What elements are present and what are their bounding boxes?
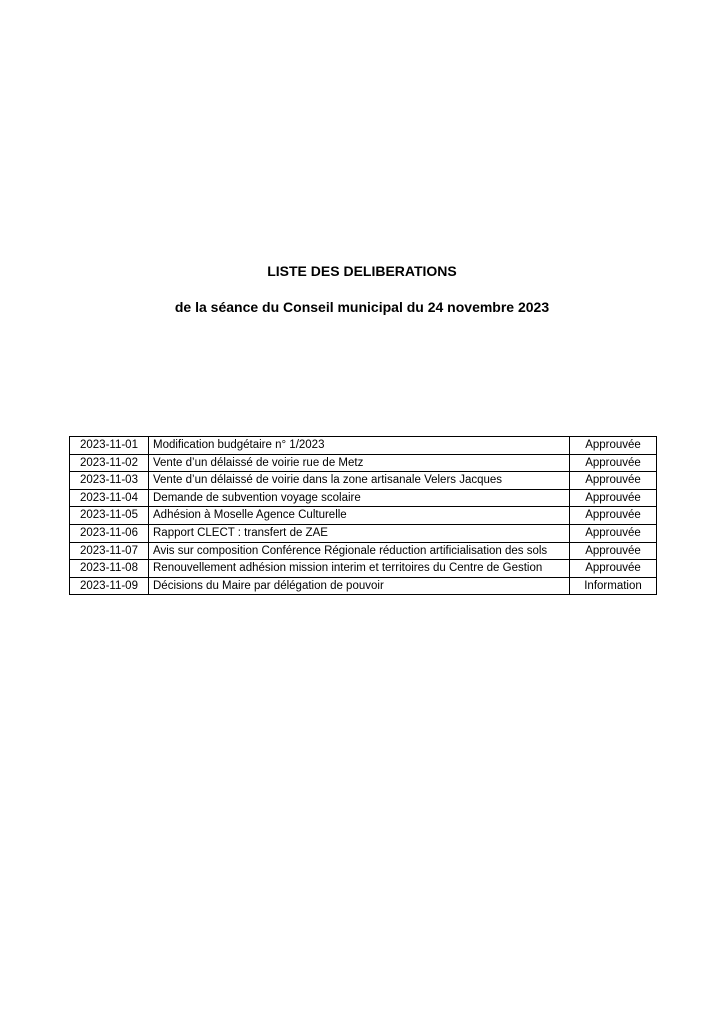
table-row — [70, 507, 657, 525]
table-row — [70, 437, 657, 455]
deliberation-subject: Demande de subvention voyage scolaire — [149, 489, 570, 507]
deliberation-result: Approuvée — [570, 472, 657, 490]
deliberations-table — [69, 436, 657, 595]
deliberation-result: Approuvée — [570, 454, 657, 472]
deliberation-result: Approuvée — [570, 542, 657, 560]
table-row — [70, 560, 657, 578]
table-row — [70, 454, 657, 472]
document-title: LISTE DES DELIBERATIONS — [267, 263, 457, 279]
deliberation-number: 2023-11-02 — [70, 454, 149, 472]
deliberation-number: 2023-11-07 — [70, 542, 149, 560]
deliberation-result: Approuvée — [570, 507, 657, 525]
deliberation-number: 2023-11-03 — [70, 472, 149, 490]
deliberation-subject: Vente d’un délaissé de voirie rue de Metz — [149, 454, 570, 472]
deliberation-number: 2023-11-06 — [70, 524, 149, 542]
document-subtitle: de la séance du Conseil municipal du 24 novembre 2023 — [174, 299, 550, 315]
deliberation-number: 2023-11-05 — [70, 507, 149, 525]
deliberation-result: Approuvée — [570, 489, 657, 507]
deliberation-number: 2023-11-08 — [70, 560, 149, 578]
deliberation-result: Approuvée — [570, 437, 657, 455]
table-row — [70, 542, 657, 560]
deliberation-result: Approuvée — [570, 524, 657, 542]
deliberation-subject: Modification budgétaire n° 1/2023 — [149, 437, 570, 455]
table-row — [70, 472, 657, 490]
deliberation-number: 2023-11-04 — [70, 489, 149, 507]
deliberation-number: 2023-11-01 — [70, 437, 149, 455]
deliberation-subject: Adhésion à Moselle Agence Culturelle — [149, 507, 570, 525]
table-row — [70, 577, 657, 595]
deliberation-subject: Décisions du Maire par délégation de pouvoir — [149, 577, 570, 595]
deliberation-subject: Rapport CLECT : transfert de ZAE — [149, 524, 570, 542]
deliberation-result: Approuvée — [570, 560, 657, 578]
deliberation-subject: Renouvellement adhésion mission interim et territoires du Centre de Gestion — [149, 560, 570, 578]
deliberation-number: 2023-11-09 — [70, 577, 149, 595]
deliberation-subject: Avis sur composition Conférence Régionale réduction artificialisation des sols — [149, 542, 570, 560]
deliberation-result: Information — [570, 577, 657, 595]
table-row — [70, 489, 657, 507]
table-row — [70, 524, 657, 542]
deliberation-subject: Vente d’un délaissé de voirie dans la zone artisanale Velers Jacques — [149, 472, 570, 490]
